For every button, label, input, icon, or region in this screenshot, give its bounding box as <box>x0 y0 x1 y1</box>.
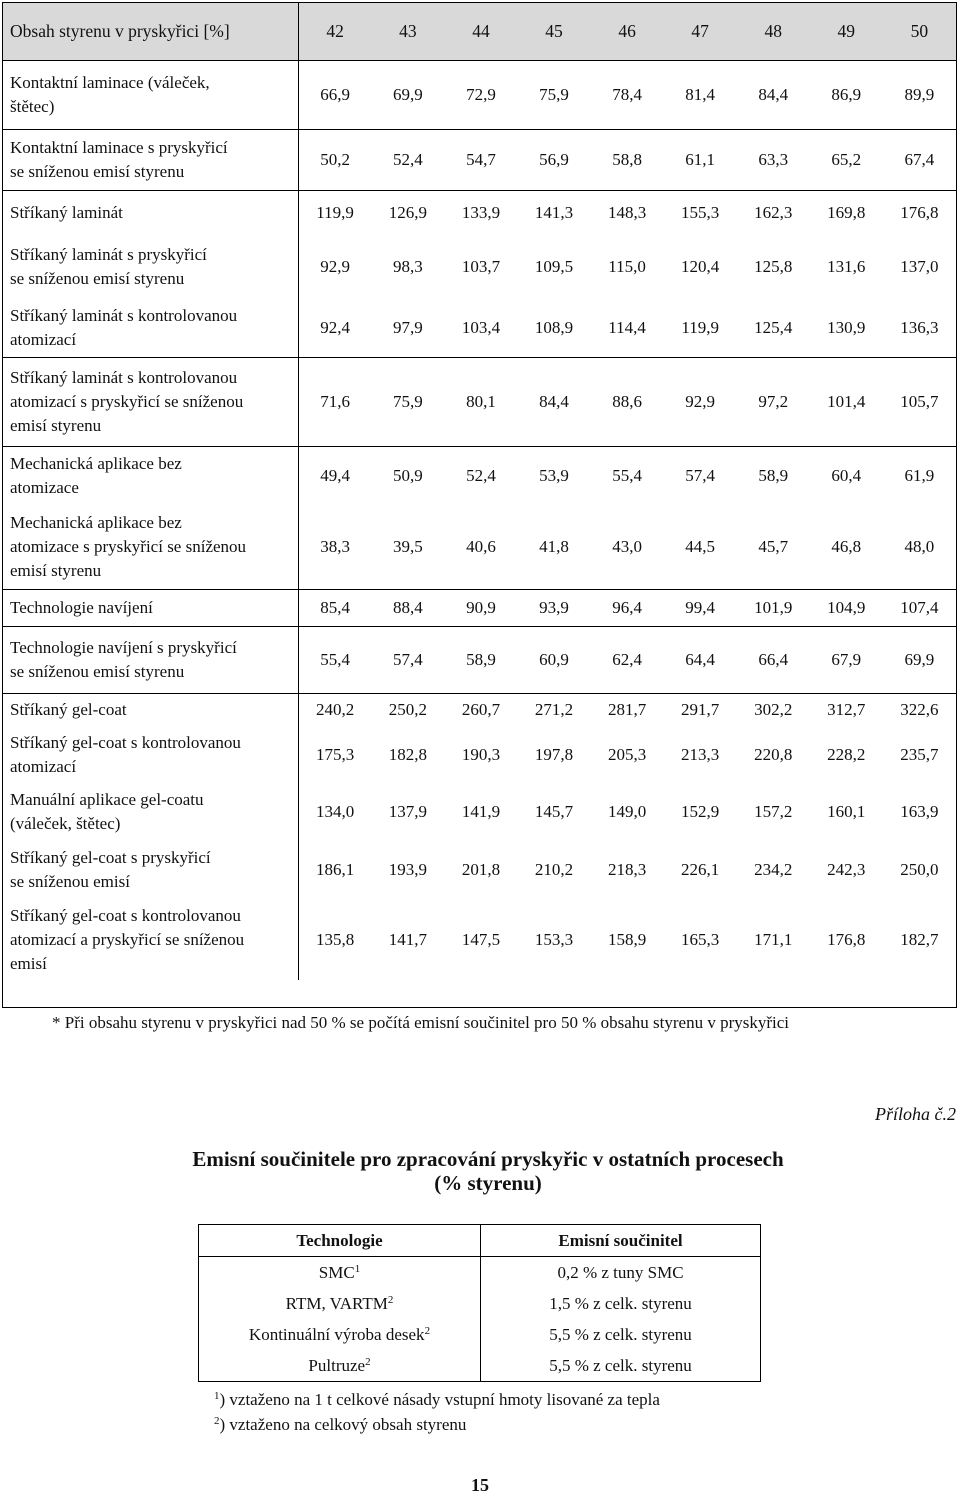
row-label-line: Stříkaný gel-coat s pryskyřicí <box>10 848 211 867</box>
row-label-line: (váleček, štětec) <box>10 814 121 833</box>
emission-value: 133,9 <box>444 191 517 236</box>
emission-value: 160,1 <box>827 802 866 821</box>
emission-value: 92,4 <box>320 318 350 337</box>
emission-value: 152,9 <box>681 802 720 821</box>
section-title-line1: Emisní součinitele pro zpracování pryskyřic v ostatních procesech <box>192 1147 784 1171</box>
emission-value: 228,2 <box>827 745 866 764</box>
row-label-line: Mechanická aplikace bez <box>10 454 182 473</box>
row-label-line: atomizace <box>10 478 79 497</box>
emission-value: 114,4 <box>608 318 646 337</box>
row-label <box>2 299 298 358</box>
table2-factor: 0,2 % z tuny SMC <box>557 1262 684 1282</box>
footnote-ref: 2 <box>387 1293 394 1306</box>
emission-value: 250,2 <box>371 694 444 727</box>
emission-value: 240,2 <box>298 694 371 727</box>
emission-value: 322,6 <box>883 694 956 727</box>
header-styrene-percent: 47 <box>691 21 709 41</box>
table2-note <box>214 1412 660 1437</box>
emission-value: 101,4 <box>810 358 883 447</box>
row-label <box>2 505 298 590</box>
emission-value: 205,3 <box>607 745 647 764</box>
emission-value: 69,9 <box>883 627 956 694</box>
row-label <box>2 900 298 980</box>
table2-factor: 1,5 % z celk. styrenu <box>549 1293 692 1313</box>
row-label-line: štětec) <box>10 97 55 116</box>
section-title <box>0 1147 960 1195</box>
header-styrene-percent: 45 <box>545 21 563 41</box>
emission-value: 58,8 <box>591 130 664 191</box>
row-label-line: Stříkaný laminát s pryskyřicí <box>10 245 207 264</box>
table-row <box>2 447 956 506</box>
table2-notes <box>214 1387 660 1437</box>
emission-value: 50,9 <box>371 447 444 506</box>
emission-value: 78,4 <box>591 61 664 130</box>
row-label-line: Technologie navíjení <box>10 598 153 617</box>
emission-value: 186,1 <box>315 860 355 879</box>
emission-value: 226,1 <box>681 860 720 879</box>
emission-value: 271,2 <box>517 694 590 727</box>
emission-value: 69,9 <box>371 61 444 130</box>
emission-value: 89,9 <box>883 61 956 130</box>
emission-value: 84,4 <box>737 61 810 130</box>
emission-value: 176,8 <box>827 930 866 949</box>
table2-header-technology: Technologie <box>199 1225 481 1257</box>
table-row <box>2 191 956 236</box>
emission-value: 197,8 <box>534 745 574 764</box>
emission-value: 39,5 <box>393 537 423 556</box>
header-styrene-percent: 44 <box>472 21 490 41</box>
emission-value: 64,4 <box>664 627 737 694</box>
row-label-line: se sníženou emisí styrenu <box>10 662 185 681</box>
row-label-line: Stříkaný gel-coat <box>10 700 127 719</box>
row-label-line: emisí styrenu <box>10 416 102 435</box>
emission-value: 52,4 <box>371 130 444 191</box>
emission-value: 125,8 <box>754 257 793 276</box>
emission-value: 235,7 <box>900 745 939 764</box>
emission-value: 135,8 <box>315 930 355 949</box>
emission-value: 93,9 <box>517 590 590 627</box>
header-styrene-percent: 46 <box>618 21 636 41</box>
emission-value: 126,9 <box>371 191 444 236</box>
table-row <box>2 61 956 130</box>
row-label-line: emisí styrenu <box>10 561 102 580</box>
table-row <box>2 694 956 727</box>
emission-value: 66,4 <box>737 627 810 694</box>
emission-value: 108,9 <box>534 318 574 337</box>
row-label-line: atomizací a pryskyřicí se sníženou <box>10 930 245 949</box>
table2-technology <box>199 1288 481 1319</box>
row-label <box>2 447 298 506</box>
emission-value: 101,9 <box>737 590 810 627</box>
technology-name: Pultruze <box>308 1355 366 1375</box>
footnote-ref: 1 <box>354 1262 361 1275</box>
emission-value: 291,7 <box>664 694 737 727</box>
row-label-line: Kontaktní laminace (váleček, <box>10 73 210 92</box>
emission-value: 137,9 <box>388 802 428 821</box>
row-label <box>2 840 298 900</box>
header-label: Obsah styrenu v pryskyřici [%] <box>2 2 298 61</box>
emission-value: 131,6 <box>827 257 866 276</box>
emission-value: 44,5 <box>685 537 716 556</box>
emission-value: 62,4 <box>591 627 664 694</box>
emission-value: 58,9 <box>737 447 810 506</box>
table-row <box>2 726 956 784</box>
emission-value: 46,8 <box>831 537 862 556</box>
emission-value: 96,4 <box>591 590 664 627</box>
emission-value: 234,2 <box>754 860 793 879</box>
table2-header-row <box>199 1225 761 1257</box>
emission-value: 213,3 <box>681 745 720 764</box>
row-label-line: Stříkaný laminát <box>10 203 123 222</box>
emission-value: 97,2 <box>737 358 810 447</box>
footnote-ref: 2 <box>365 1355 371 1368</box>
emission-value: 38,3 <box>320 537 350 556</box>
row-label-line: se sníženou emisí styrenu <box>10 269 185 288</box>
emission-value: 84,4 <box>517 358 590 447</box>
row-label-line: Stříkaný gel-coat s kontrolovanou <box>10 906 241 925</box>
emission-value: 165,3 <box>681 930 720 949</box>
row-label-line: Stříkaný gel-coat s kontrolovanou <box>10 733 241 752</box>
emission-value: 60,4 <box>810 447 883 506</box>
row-label-line: se sníženou emisí styrenu <box>10 162 185 181</box>
emission-value: 119,9 <box>298 191 371 236</box>
emission-value: 218,3 <box>607 860 647 879</box>
emission-value: 56,9 <box>517 130 590 191</box>
emission-value: 88,4 <box>371 590 444 627</box>
emission-value: 99,4 <box>664 590 737 627</box>
emission-value: 162,3 <box>737 191 810 236</box>
emission-value: 141,9 <box>461 802 501 821</box>
header-styrene-percent: 49 <box>837 21 856 41</box>
emission-value: 141,3 <box>517 191 590 236</box>
row-label <box>2 235 298 299</box>
header-row <box>2 2 956 61</box>
emission-value: 71,6 <box>298 358 371 447</box>
table-row <box>2 784 956 840</box>
emission-value: 210,2 <box>534 860 574 879</box>
emission-value: 157,2 <box>754 802 793 821</box>
table2-header-factor: Emisní součinitel <box>481 1225 761 1257</box>
table2-row <box>199 1288 761 1319</box>
emission-value: 48,0 <box>904 537 935 556</box>
note-marker: 2 <box>214 1415 220 1427</box>
row-label <box>2 726 298 784</box>
appendix-label: Příloha č.2 <box>875 1104 956 1124</box>
row-label <box>2 590 298 627</box>
row-label <box>2 627 298 694</box>
emission-value: 66,9 <box>298 61 371 130</box>
emission-value: 98,3 <box>393 257 423 276</box>
emission-value: 50,2 <box>298 130 371 191</box>
emission-value: 86,9 <box>810 61 883 130</box>
table2-row <box>199 1319 761 1350</box>
emission-value: 158,9 <box>607 930 647 949</box>
row-label <box>2 130 298 191</box>
row-label <box>2 784 298 840</box>
emission-value: 61,9 <box>883 447 956 506</box>
technology-name: SMC <box>318 1262 355 1282</box>
emission-value: 65,2 <box>810 130 883 191</box>
emission-value: 145,7 <box>534 802 574 821</box>
row-label-line: atomizací <box>10 330 77 349</box>
emission-value: 92,9 <box>664 358 737 447</box>
table-row <box>2 358 956 447</box>
table2-row <box>199 1257 761 1289</box>
technology-name: Kontinuální výroba desek <box>248 1324 425 1344</box>
emission-value: 57,4 <box>664 447 737 506</box>
emission-value: 193,9 <box>388 860 428 879</box>
note-marker: 1 <box>214 1390 220 1402</box>
emission-value: 149,0 <box>607 802 647 821</box>
table-row <box>2 505 956 590</box>
emission-value: 125,4 <box>754 318 793 337</box>
emission-value: 75,9 <box>371 358 444 447</box>
row-label-line: emisí <box>10 954 47 973</box>
emission-value: 182,8 <box>388 745 428 764</box>
other-processes-table <box>198 1224 761 1382</box>
emission-value: 220,8 <box>754 745 793 764</box>
section-title-line2: (% styrenu) <box>434 1171 542 1195</box>
emission-value: 109,5 <box>534 257 574 276</box>
emission-value: 175,3 <box>315 745 355 764</box>
row-label-line: atomizace s pryskyřicí se sníženou <box>10 537 247 556</box>
header-styrene-percent: 42 <box>326 21 344 41</box>
emission-value: 104,9 <box>810 590 883 627</box>
emission-value: 88,6 <box>591 358 664 447</box>
row-label-line: atomizací <box>10 757 77 776</box>
emission-value: 80,1 <box>444 358 517 447</box>
table-row <box>2 130 956 191</box>
emission-value: 105,7 <box>883 358 956 447</box>
emission-value: 242,3 <box>827 860 866 879</box>
emission-value: 119,9 <box>681 318 719 337</box>
page-number: 15 <box>471 1475 489 1495</box>
emission-value: 103,4 <box>461 318 501 337</box>
row-label-line: se sníženou emisí <box>10 872 130 891</box>
table2-technology <box>199 1257 481 1289</box>
emission-value: 190,3 <box>461 745 501 764</box>
table2-row <box>199 1350 761 1382</box>
table-row <box>2 900 956 980</box>
emission-value: 60,9 <box>517 627 590 694</box>
emission-value: 41,8 <box>539 537 569 556</box>
emission-value: 182,7 <box>900 930 939 949</box>
emission-value: 40,6 <box>466 537 496 556</box>
emission-value: 153,3 <box>534 930 574 949</box>
emission-value: 58,9 <box>444 627 517 694</box>
row-label-line: Technologie navíjení s pryskyřicí <box>10 638 237 657</box>
header-styrene-percent: 48 <box>764 21 782 41</box>
emission-value: 147,5 <box>461 930 501 949</box>
emission-value: 92,9 <box>320 257 350 276</box>
emission-value: 57,4 <box>371 627 444 694</box>
emission-value: 55,4 <box>591 447 664 506</box>
row-label <box>2 61 298 130</box>
emission-value: 134,0 <box>315 802 355 821</box>
emission-value: 61,1 <box>664 130 737 191</box>
emission-value: 90,9 <box>444 590 517 627</box>
emission-value: 148,3 <box>591 191 664 236</box>
emission-value: 52,4 <box>444 447 517 506</box>
emission-value: 201,8 <box>461 860 501 879</box>
emission-value: 85,4 <box>298 590 371 627</box>
emission-value: 75,9 <box>517 61 590 130</box>
emission-value: 43,0 <box>612 537 642 556</box>
row-label <box>2 191 298 236</box>
table-footnote: * Při obsahu styrenu v pryskyřici nad 50 % se počítá emisní součinitel pro 50 % obsahu styrenu v pryskyřici <box>52 1013 790 1032</box>
emission-value: 55,4 <box>298 627 371 694</box>
table2-technology <box>199 1350 481 1382</box>
emission-value: 250,0 <box>900 860 939 879</box>
table-row <box>2 840 956 900</box>
emission-value: 281,7 <box>591 694 664 727</box>
emission-value: 130,9 <box>827 318 866 337</box>
header-styrene-percent: 50 <box>910 21 929 41</box>
emission-value: 176,8 <box>883 191 956 236</box>
row-label-line: Stříkaný laminát s kontrolovanou <box>10 368 238 387</box>
table2-technology <box>199 1319 481 1350</box>
table-row <box>2 627 956 694</box>
footnote-ref: 2 <box>424 1324 431 1337</box>
table-row <box>2 299 956 358</box>
emission-value: 67,4 <box>883 130 956 191</box>
row-label-line: Stříkaný laminát s kontrolovanou <box>10 306 238 325</box>
technology-name: RTM, VARTM <box>285 1293 388 1313</box>
emission-value: 302,2 <box>737 694 810 727</box>
emission-value: 49,4 <box>298 447 371 506</box>
emission-value: 136,3 <box>900 318 939 337</box>
row-label-line: Kontaktní laminace s pryskyřicí <box>10 138 228 157</box>
row-label <box>2 694 298 727</box>
row-label-line: Mechanická aplikace bez <box>10 513 182 532</box>
emission-value: 141,7 <box>388 930 428 949</box>
emission-value: 107,4 <box>883 590 956 627</box>
emission-value: 155,3 <box>664 191 737 236</box>
table2-factor: 5,5 % z celk. styrenu <box>549 1355 692 1375</box>
emission-value: 67,9 <box>810 627 883 694</box>
emission-value: 260,7 <box>444 694 517 727</box>
emission-value: 72,9 <box>444 61 517 130</box>
note-text: ) vztaženo na 1 t celkové násady vstupní hmoty lisované za tepla <box>219 1390 660 1409</box>
table2-factor: 5,5 % z celk. styrenu <box>549 1324 692 1344</box>
table-row <box>2 235 956 299</box>
row-label <box>2 358 298 447</box>
emission-value: 63,3 <box>737 130 810 191</box>
note-text: ) vztaženo na celkový obsah styrenu <box>219 1415 467 1434</box>
header-styrene-percent: 43 <box>399 21 417 41</box>
emission-value: 312,7 <box>810 694 883 727</box>
emission-value: 137,0 <box>900 257 939 276</box>
table2-note <box>214 1387 660 1412</box>
row-label-line: Manuální aplikace gel-coatu <box>10 790 204 809</box>
emission-value: 53,9 <box>517 447 590 506</box>
emission-value: 97,9 <box>393 318 423 337</box>
emission-value: 115,0 <box>608 257 646 276</box>
row-label-line: atomizací s pryskyřicí se sníženou <box>10 392 244 411</box>
emission-value: 103,7 <box>461 257 501 276</box>
emission-factor-table <box>2 2 956 980</box>
emission-value: 120,4 <box>681 257 720 276</box>
emission-value: 54,7 <box>444 130 517 191</box>
emission-value: 81,4 <box>664 61 737 130</box>
emission-value: 163,9 <box>900 802 939 821</box>
emission-value: 169,8 <box>810 191 883 236</box>
emission-value: 171,1 <box>754 930 793 949</box>
emission-value: 45,7 <box>758 537 789 556</box>
table-row <box>2 590 956 627</box>
